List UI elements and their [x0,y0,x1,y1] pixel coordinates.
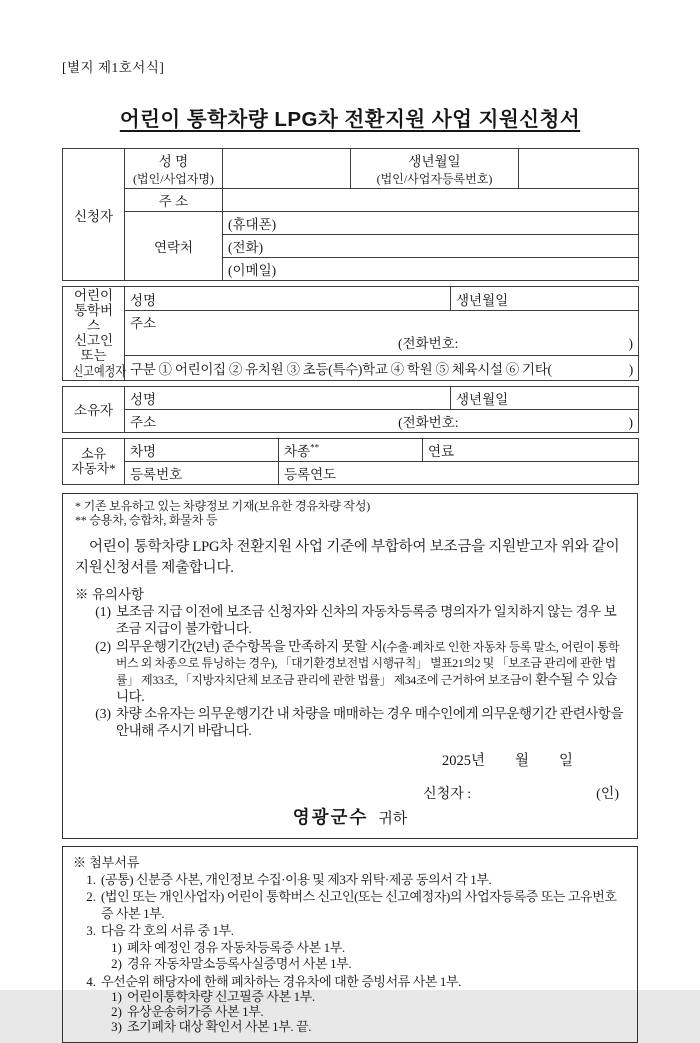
notes-box [62,493,638,839]
date-month: 월 [514,752,529,769]
applicant-phone-cell: (전화) [223,235,639,258]
page-title: 어린이 통학차량 LPG차 전환지원 사업 지원신청서 [119,108,581,131]
applicant-contact-label: 연락처 [125,212,223,281]
attachment-item-4-sub-1: 1) 어린이통학차량 신고필증 사본 1부. [111,989,315,1005]
date-year: 2025년 [441,752,485,769]
applicant-birth-value-cell [519,149,639,189]
seal-mark: (인) [596,786,619,802]
recipient-suffix: 귀하 [378,810,408,827]
owner-birth-label: 생년월일 [451,386,639,409]
reporter-name-label: 성명 [125,287,451,311]
reporter-category-cell: 구분 ① 어린이집 ② 유치원 ③ 초등(특수)학교 ④ 학원 ⑤ 체육시설 ⑥ 기타( ) [125,356,639,380]
attachment-item-1: 1. (공통) 신분증 사본, 개인정보 수집·이용 및 제3자 위탁·제공 동의서 각 1부. [86,871,492,887]
owner-row-label: 소유자 [63,386,125,432]
applicant-email-cell: (이메일) [223,258,639,281]
attachment-item-3-sub-1: 1) 폐차 예정인 경유 자동차등록증 사본 1부. [111,939,345,955]
owner-table [62,386,639,433]
declaration-text: 어린이 통학차량 LPG차 전환지원 사업 기준에 부합하여 보조금을 지원받고자 위와 같이 지원신청서를 제출합니다. [75,539,620,576]
owner-name-label: 성명 [125,386,451,409]
attachment-item-3: 3. 다음 각 호의 서류 중 1부. [86,923,234,939]
vehicle-cartype-label: 차종** [279,438,423,461]
reporter-table [62,286,639,381]
date-day: 일 [558,752,573,769]
vehicle-row-label: 소유 자동차* [63,438,125,484]
vehicle-table [62,438,639,485]
applicant-name-label: 성 명 (법인/사업자명) [125,149,223,189]
attachment-item-2: 2. (법인 또는 개인사업자) 어린이 통학버스 신고인(또는 신고예정자)의 사업자등록증 또는 고유번호증 사본 1부. [86,889,617,921]
applicant-birth-label: 생년월일 (법인/사업자등록번호) [351,149,519,189]
applicant-name-value-cell [223,149,351,189]
owner-address-cell: 주소 (전화번호: ) [125,409,639,432]
reporter-address-cell: 주소 (전화번호: ) [125,311,639,356]
reporter-row-label: 어린이 통학버스 신고인 또는 신고예정자 [63,287,125,381]
attachment-item-4-sub-2: 2) 유상운송허가증 사본 1부. [111,1003,264,1019]
vehicle-carname-label: 차명 [125,438,279,461]
recipient-name: 영광군수 [292,806,369,827]
applicant-table [62,148,639,281]
attachments-box [62,846,638,1043]
applicant-address-label: 주 소 [125,189,223,212]
reporter-phone-label: (전화번호: [398,336,459,352]
applicant-mobile-cell: (휴대폰) [223,212,639,235]
caution-item-1: (1) 보조금 지급 이전에 보조금 신청자와 신차의 자동차등록증 명의자가 일치하지 않는 경우 보조금 지급이 불가합니다. [95,604,617,636]
applicant-address-value-cell [223,189,639,212]
attachment-item-3-sub-2: 2) 경유 자동차말소등록사실증명서 사본 1부. [111,956,352,972]
caution-item-3: (3) 차량 소유자는 의무운행기간 내 차량을 매매하는 경우 매수인에게 의무운행기간 관련사항을 안내해 주시기 바랍니다. [95,706,624,739]
form-tag: [별지 제1호서식] [62,60,165,75]
owner-phone-label: (전화번호: [398,414,459,430]
attachments-title: ※ 첨부서류 [73,854,140,870]
caution-item-2: (2) 의무운행기간(2년) 준수항목을 만족하지 못할 시(수출·폐차로 인한 자동차 등록 말소, 어린이 통학버스 외 차종으로 튜닝하는 경우), 「대기환경보전법 시행규칙」 별표21의2 및 「보조금 관리에 관한 법률」 제33조, 「지방자치단체 보조금 관리에 관한 법률」 제34조에 근거하여 보조금이 환수될 수 있습니다. [95,638,620,704]
attachment-item-4-sub-3: 3) 조기폐차 대상 확인서 사본 1부. 끝. [111,1018,312,1034]
footnote-2: ** 승용차, 승합차, 화물차 등 [75,513,218,528]
sign-label: 신청자 : [423,786,472,802]
recipient-line [75,804,625,829]
footnote-1: * 기존 보유하고 있는 차량정보 기재(보유한 경유차량 작성) [75,498,371,513]
date-line [75,749,625,770]
signature-line [75,783,625,803]
cautions-title: ※ 유의사항 [75,587,145,603]
reporter-birth-label: 생년월일 [451,287,639,311]
vehicle-regyear-label: 등록연도 [279,461,639,484]
applicant-row-label: 신청자 [63,149,125,281]
attachment-item-4: 4. 우선순위 해당자에 한해 폐차하는 경유차에 대한 증빙서류 사본 1부. [86,973,462,989]
vehicle-regno-label: 등록번호 [125,461,279,484]
vehicle-fuel-label: 연료 [423,438,639,461]
